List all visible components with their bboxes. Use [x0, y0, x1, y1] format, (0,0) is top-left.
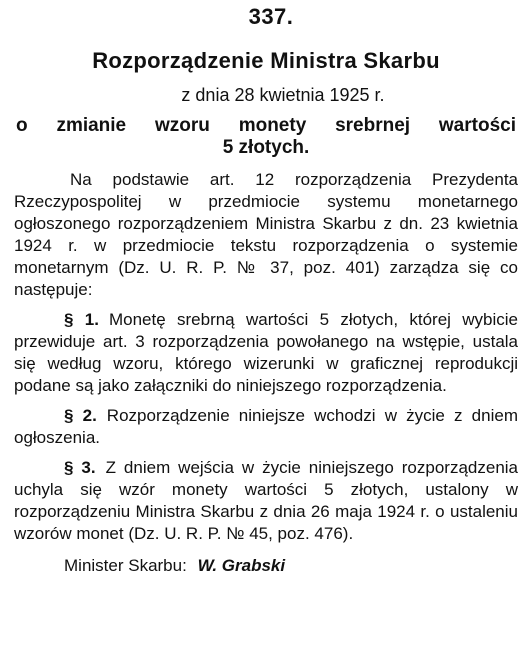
- section-2: [14, 405, 518, 449]
- document-date: z dnia 28 kwietnia 1925 r.: [181, 85, 385, 105]
- subject-word: monety: [238, 115, 307, 136]
- section-1-mark: § 1.: [64, 310, 99, 329]
- section-2-text: Rozporządzenie niniejsze wchodzi w życie z dniem ogłoszenia.: [14, 406, 518, 447]
- document-page: [14, 2, 518, 577]
- document-title: Rozporządzenie Ministra Skarbu: [92, 48, 440, 73]
- section-2-mark: § 2.: [64, 406, 97, 425]
- section-1-text: Monetę srebrną wartości 5 złotych, której wybicie przewiduje art. 3 rozporządzenia powołanego na wstępie, ustala się według wzoru, którego wizerunki w graficznej reprodukcji podane są jako załączniki do niniejszego rozporządzenia.: [14, 310, 518, 395]
- subject-word: srebrnej: [335, 115, 411, 136]
- signature-line: [14, 555, 518, 577]
- section-3-text: Z dniem wejścia w życie niniejszego rozporządzenia uchyla się wzór monety wartości 5 złotych, ustalony w rozporządzeniu Ministra Skarbu z dnia 26 maja 1924 r. o ustaleniu wzorów monet (Dz. U. R. P. № 45, poz. 476).: [14, 458, 518, 543]
- signature-name: W. Grabski: [197, 556, 286, 575]
- signature-role: Minister Skarbu:: [64, 556, 187, 575]
- subject-word: wartości: [438, 115, 516, 136]
- subject-line-2: 5 złotych.: [222, 137, 310, 158]
- subject-line-1: [14, 115, 518, 137]
- preamble-paragraph: Na podstawie art. 12 rozporządzenia Prezydenta Rzeczypospolitej w przedmiocie systemu monetarnego ogłoszonego rozporządzeniem Ministra Skarbu z dn. 23 kwietnia 1924 r. w przedmiocie tekstu rozporządzenia o systemie monetarnym (Dz. U. R. P. № 37, poz. 401) zarządza się co następuje:: [14, 170, 518, 299]
- section-3-mark: § 3.: [64, 458, 96, 477]
- section-1: [14, 309, 518, 397]
- document-subject: [14, 115, 518, 159]
- subject-word: zmianie: [56, 115, 127, 136]
- act-number: 337.: [248, 4, 294, 29]
- subject-word: wzoru: [154, 115, 210, 136]
- section-3: [14, 457, 518, 545]
- subject-word: o: [16, 115, 28, 136]
